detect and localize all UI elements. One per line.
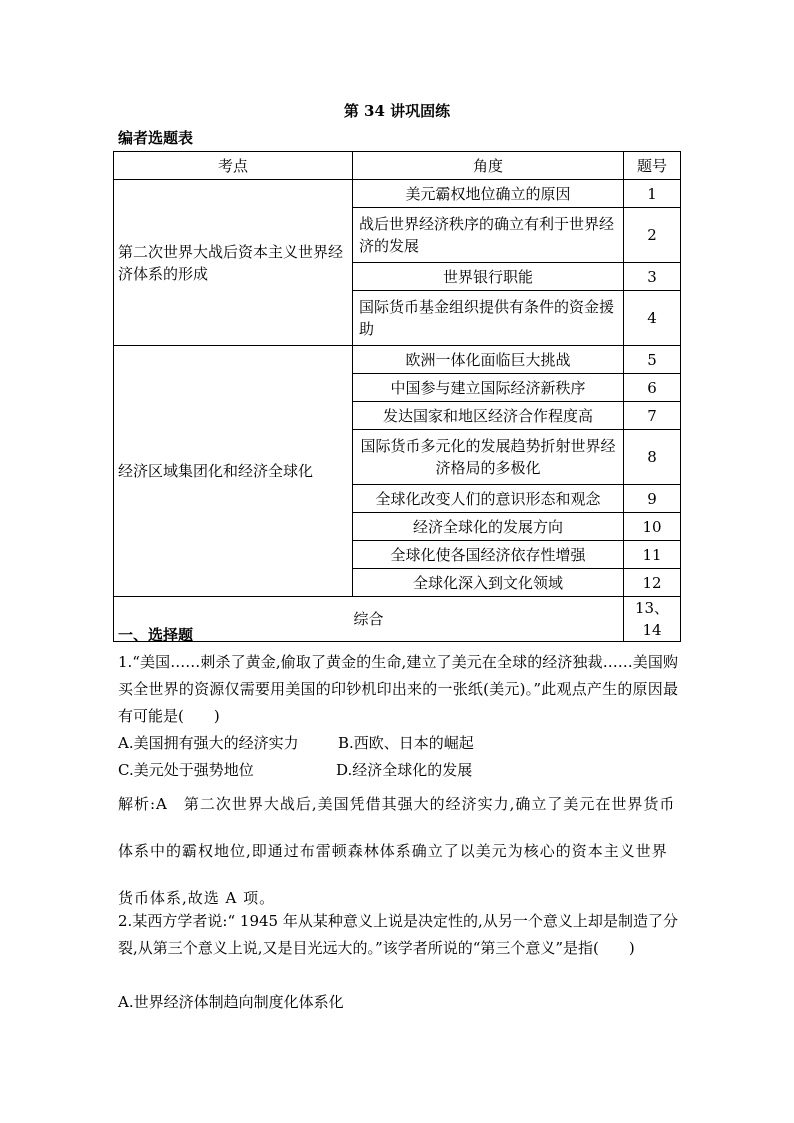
table-row <box>114 180 681 208</box>
angle-cell: 发达国家和地区经济合作程度高 <box>353 402 624 430</box>
number-cell: 8 <box>624 430 681 485</box>
number-cell: 7 <box>624 402 681 430</box>
number-cell: 1 <box>624 180 681 208</box>
angle-cell: 美元霸权地位确立的原因 <box>353 180 624 208</box>
angle-cell: 经济全球化的发展方向 <box>353 513 624 541</box>
header-angle: 角度 <box>353 152 624 180</box>
number-cell: 12 <box>624 569 681 597</box>
option-c: C.美元处于强势地位 <box>118 761 254 779</box>
question-1-options-row-2 <box>118 757 472 784</box>
question-1-answer: 解析:A 第二次世界大战后,美国凭借其强大的经济实力,确立了美元在世界货币体系中的霸权地位,即通过布雷顿森林体系确立了以美元为核心的资本主义世界货币体系,故选 A 项。 <box>118 795 676 907</box>
question-2-option-a: A.世界经济体制趋向制度化体系化 <box>118 993 344 1011</box>
summary-row <box>114 597 681 642</box>
summary-label: 综合 <box>114 597 624 642</box>
page-title: 第 34 讲巩固练 <box>343 102 451 120</box>
angle-cell: 欧洲一体化面临巨大挑战 <box>353 346 624 374</box>
table-row <box>114 346 681 374</box>
table-caption: 编者选题表 <box>118 129 194 147</box>
summary-number: 13、14 <box>624 597 681 642</box>
question-1-options-row-1 <box>118 730 474 757</box>
header-number: 题号 <box>624 152 681 180</box>
angle-cell: 世界银行职能 <box>353 263 624 291</box>
option-d: D.经济全球化的发展 <box>336 761 473 779</box>
table-header-row <box>114 152 681 180</box>
number-cell: 11 <box>624 541 681 569</box>
angle-cell: 战后世界经济秩序的确立有利于世界经济的发展 <box>353 208 624 263</box>
number-cell: 5 <box>624 346 681 374</box>
topic-cell-2: 经济区域集团化和经济全球化 <box>114 346 353 597</box>
angle-cell: 全球化改变人们的意识形态和观念 <box>353 485 624 513</box>
number-cell: 2 <box>624 208 681 263</box>
angle-cell: 全球化使各国经济依存性增强 <box>353 541 624 569</box>
topic-cell-1: 第二次世界大战后资本主义世界经济体系的形成 <box>114 180 353 346</box>
question-1-stem: 1.“美国……刺杀了黄金,偷取了黄金的生命,建立了美元在全球的经济独裁……美国购买全世界的资源仅需要用美国的印钞机印出来的一张纸(美元)。”此观点产生的原因最有可能是( ) <box>118 653 678 725</box>
number-cell: 4 <box>624 291 681 346</box>
question-selection-table <box>113 151 681 642</box>
option-b: B.西欧、日本的崛起 <box>338 734 474 752</box>
question-2-stem: 2.某西方学者说:“ 1945 年从某种意义上说是决定性的,从另一个意义上却是制造了分裂,从第三个意义上说,又是目光远大的。”该学者所说的“第三个意义”是指( ) <box>118 912 678 957</box>
number-cell: 9 <box>624 485 681 513</box>
header-topic: 考点 <box>114 152 353 180</box>
section-heading: 一、选择题 <box>118 626 194 644</box>
angle-cell: 全球化深入到文化领域 <box>353 569 624 597</box>
angle-cell: 国际货币多元化的发展趋势折射世界经济格局的多极化 <box>353 430 624 485</box>
option-a: A.美国拥有强大的经济实力 <box>118 734 299 752</box>
angle-cell: 国际货币基金组织提供有条件的资金援助 <box>353 291 624 346</box>
number-cell: 3 <box>624 263 681 291</box>
number-cell: 6 <box>624 374 681 402</box>
number-cell: 10 <box>624 513 681 541</box>
angle-cell: 中国参与建立国际经济新秩序 <box>353 374 624 402</box>
